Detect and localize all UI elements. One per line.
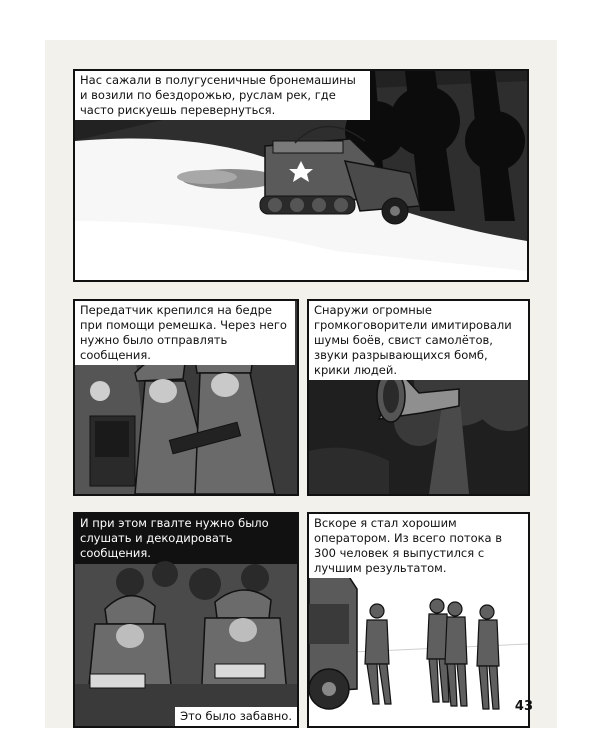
panel-caption: Нас сажали в полугусеничные бронемашины и возили по бездорожью, руслам рек, где часто рискуешь перевернуться. [75,71,370,120]
panel-caption: Передатчик крепился на бедре при помощи ремешка. Через него нужно было отправлять сообщения. [75,301,295,365]
comic-page [45,40,557,728]
panel-halftrack [73,69,529,282]
panel-caption-bottom: Это было забавно. [175,707,297,726]
truck-illustration [309,569,357,709]
panel-transmitter [73,299,299,496]
panel-caption: Снаружи огромные громкоговорители имитировали шумы боёв, свист самолётов, звуки разрывающихся бомб, крики людей. [309,301,528,380]
page-number: 43 [514,699,533,714]
panel-caption: И при этом гвалте нужно было слушать и декодировать сообщения. [80,516,269,560]
panel-loudspeaker [307,299,530,496]
panel-caption: Вскоре я стал хорошим оператором. Из всего потока в 300 человек я выпустился с лучшим результатом. [309,514,528,578]
panel-decoding [73,512,299,728]
panel-operators [307,512,530,728]
